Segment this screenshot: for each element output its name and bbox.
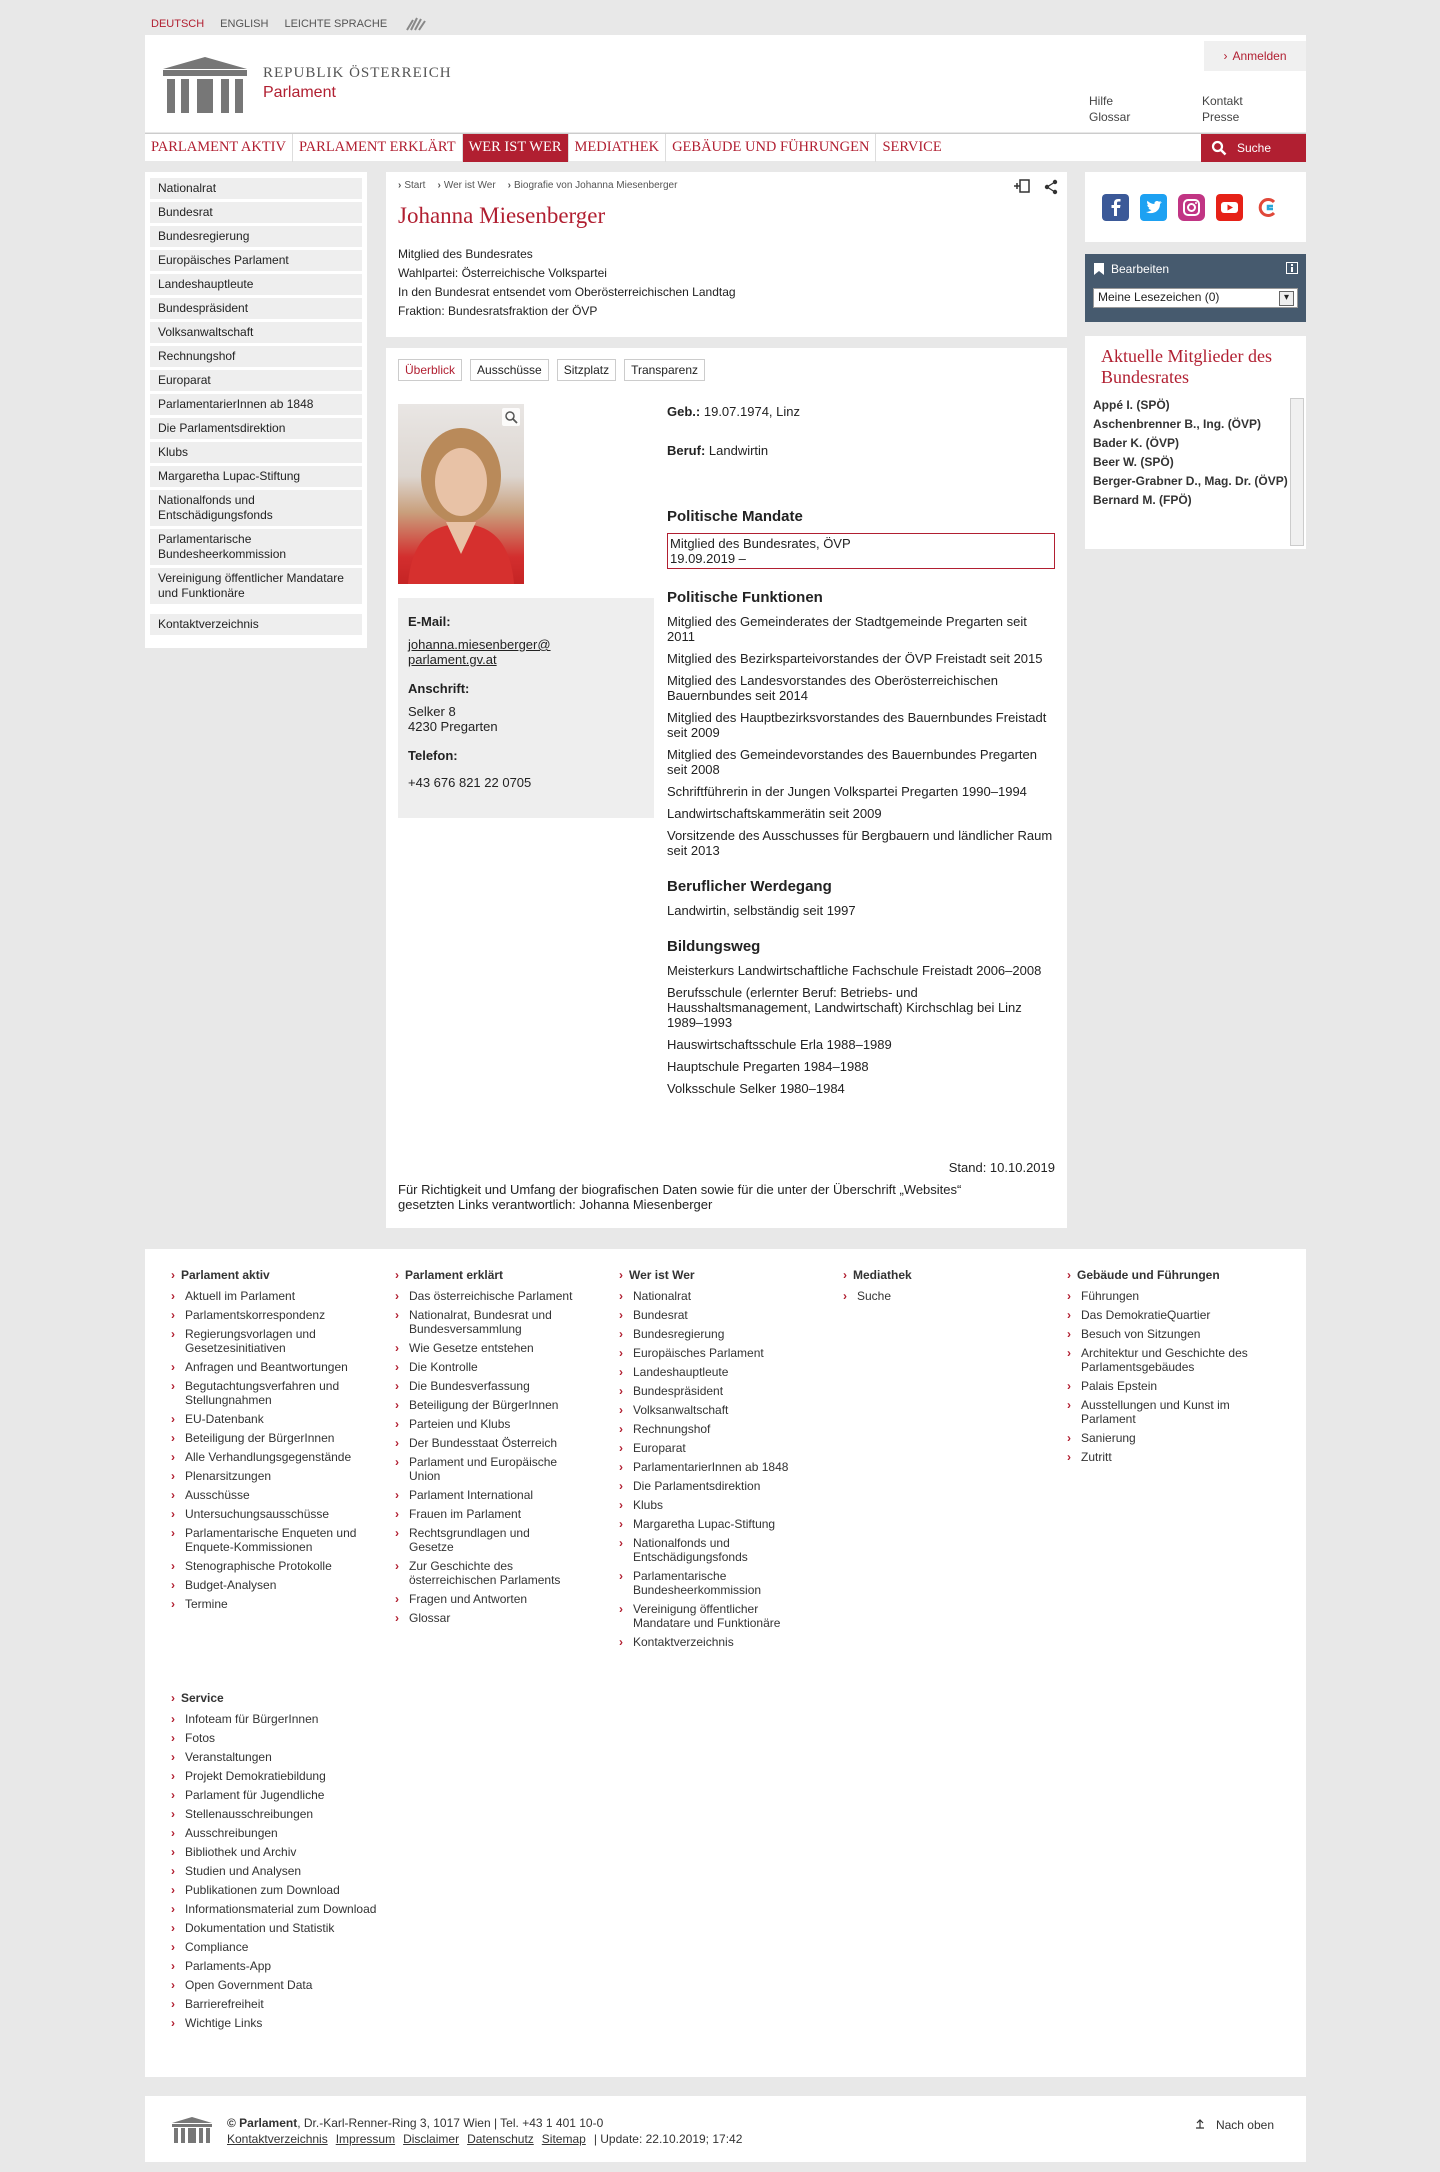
share-icon[interactable] <box>1043 178 1059 196</box>
email-link[interactable] <box>408 637 644 667</box>
sitemap-link[interactable]: › Beteiligung der BürgerInnen <box>171 1431 371 1445</box>
sitemap-link[interactable]: › Stellenausschreibungen <box>171 1807 411 1821</box>
sitemap-link[interactable]: › Open Government Data <box>171 1978 411 1992</box>
edit-panel-title: Bearbeiten <box>1111 262 1170 276</box>
education-heading: Bildungsweg <box>667 938 761 955</box>
sitemap-heading[interactable]: › Mediathek <box>843 1268 1003 1283</box>
sitemap-link[interactable]: › Architektur und Geschichte des Parlamentsgebäudes <box>1067 1346 1267 1374</box>
search-icon <box>1211 140 1227 156</box>
sitemap-link[interactable]: › Die Bundesverfassung <box>395 1379 575 1393</box>
sitemap-link[interactable]: › Studien und Analysen <box>171 1864 411 1878</box>
bio-line: Wahlpartei: Österreichische Volkspartei <box>398 266 607 280</box>
last-updated: Stand: 10.10.2019 <box>948 1160 1055 1175</box>
portrait-image <box>398 404 524 584</box>
sitemap-link[interactable]: › Untersuchungsausschüsse <box>171 1507 371 1521</box>
member-item[interactable]: Berger-Grabner D., Mag. Dr. (ÖVP) <box>1093 474 1288 488</box>
birth-value: 19.07.1974, Linz <box>703 404 800 419</box>
contact-link[interactable]: Kontakt <box>1202 94 1243 108</box>
edit-panel <box>1085 254 1306 322</box>
tab-ausschuesse[interactable]: Ausschüsse <box>470 359 549 381</box>
email-part1: johanna.miesenberger@ <box>408 637 551 652</box>
sidebar-item[interactable]: Europarat <box>150 370 362 391</box>
sitemap-link[interactable]: › Bundesregierung <box>619 1327 799 1341</box>
sitemap-link[interactable]: › EU-Datenbank <box>171 1412 371 1426</box>
birth-label: Geb.: <box>667 404 701 419</box>
sitemap-link[interactable]: › Die Kontrolle <box>395 1360 575 1374</box>
nav-parlament-aktiv[interactable]: PARLAMENT AKTIV <box>145 134 293 162</box>
footer-update: | Update: 22.10.2019; 17:42 <box>593 2132 743 2146</box>
education-item: Hauswirtschaftsschule Erla 1988–1989 <box>667 1037 892 1052</box>
back-to-top-label: Nach oben <box>1215 2118 1274 2132</box>
mandate-title: Mitglied des Bundesrates, ÖVP <box>670 536 851 551</box>
address-value <box>408 704 644 734</box>
education-item: Hauptschule Pregarten 1984–1988 <box>667 1059 869 1074</box>
search-label: Suche <box>1237 141 1272 155</box>
bio-details <box>667 404 1055 1103</box>
bookmarks-select[interactable]: Meine Lesezeichen (0) ▾ <box>1093 288 1298 308</box>
sitemap-link[interactable]: › Parlamentarische Bundesheerkommission <box>619 1569 799 1597</box>
social-links <box>1085 172 1306 242</box>
function-item: Mitglied des Bezirksparteivorstandes der ÖVP Freistadt seit 2015 <box>667 651 1043 666</box>
sitemap-link[interactable]: › Nationalrat <box>619 1289 799 1303</box>
bio-header <box>386 172 1067 337</box>
nav-gebaeude[interactable]: GEBÄUDE UND FÜHRUNGEN <box>666 134 876 162</box>
sitemap-link[interactable]: › Beteiligung der BürgerInnen <box>395 1398 575 1412</box>
sitemap-link[interactable]: › Fragen und Antworten <box>395 1592 575 1606</box>
tab-bar <box>398 359 705 381</box>
sitemap-link[interactable]: › Informationsmaterial zum Download <box>171 1902 411 1916</box>
sitemap-link[interactable]: › Budget-Analysen <box>171 1578 371 1592</box>
sitemap-link[interactable]: › Parlament und Europäische Union <box>395 1455 575 1483</box>
sitemap-col-service <box>171 1691 411 2035</box>
sidebar-item[interactable]: Bundesregierung <box>150 226 362 247</box>
sitemap-link[interactable]: › Landeshauptleute <box>619 1365 799 1379</box>
sitemap-link[interactable]: › ParlamentarierInnen ab 1848 <box>619 1460 799 1474</box>
tab-sitzplatz[interactable]: Sitzplatz <box>557 359 616 381</box>
members-scrollbar[interactable] <box>1290 398 1304 546</box>
sitemap-link[interactable]: › Parlaments-App <box>171 1959 411 1973</box>
sitemap-heading[interactable]: › Gebäude und Führungen <box>1067 1268 1267 1283</box>
sitemap-link[interactable]: › Rechtsgrundlagen und Gesetze <box>395 1526 575 1554</box>
facebook-icon[interactable] <box>1102 194 1129 221</box>
mandates-heading: Politische Mandate <box>667 508 803 525</box>
function-item: Vorsitzende des Ausschusses für Bergbauern und ländlicher Raum seit 2013 <box>667 828 1053 858</box>
parliament-logo-small-icon <box>170 2116 214 2144</box>
member-item[interactable]: Bader K. (ÖVP) <box>1093 436 1180 450</box>
sidebar-item[interactable]: Vereinigung öffentlicher Mandatare und Funktionäre <box>150 568 362 604</box>
footer-sitemap <box>145 1249 1306 2077</box>
sidebar-item[interactable]: Volksanwaltschaft <box>150 322 362 343</box>
sitemap-heading[interactable]: › Parlament erklärt <box>395 1268 575 1283</box>
bio-content <box>386 348 1067 1228</box>
sitemap-link[interactable]: › Ausschüsse <box>171 1488 371 1502</box>
sitemap-link[interactable]: › Vereinigung öffentlicher Mandatare und Funktionäre <box>619 1602 799 1630</box>
parlament-app-icon[interactable] <box>1254 194 1281 221</box>
functions-heading: Politische Funktionen <box>667 589 823 606</box>
sitemap-link[interactable]: › Führungen <box>1067 1289 1267 1303</box>
sitemap-link[interactable]: › Compliance <box>171 1940 411 1954</box>
sitemap-link[interactable]: › Projekt Demokratiebildung <box>171 1769 411 1783</box>
sitemap-link[interactable]: › Zur Geschichte des österreichischen Parlaments <box>395 1559 575 1587</box>
sitemap-link[interactable]: › Das DemokratieQuartier <box>1067 1308 1267 1322</box>
sitemap-link[interactable]: › Anfragen und Beantwortungen <box>171 1360 371 1374</box>
footer-address-text: , Dr.-Karl-Renner-Ring 3, 1017 Wien | Tel. +43 1 401 10-0 <box>297 2116 604 2130</box>
lang-de[interactable]: DEUTSCH <box>151 18 205 30</box>
members-panel <box>1085 336 1306 549</box>
sitemap-heading[interactable]: › Service <box>171 1691 411 1706</box>
sidebar-item[interactable]: Bundesrat <box>150 202 362 223</box>
arrow-up-icon <box>1195 2119 1205 2129</box>
footer-copyright: © Parlament <box>227 2116 298 2130</box>
sidebar-item[interactable]: Margaretha Lupac-Stiftung <box>150 466 362 487</box>
lang-easy[interactable]: LEICHTE SPRACHE <box>284 18 388 30</box>
sitemap-link[interactable]: › Ausstellungen und Kunst im Parlament <box>1067 1398 1267 1426</box>
sitemap-link[interactable]: › Rechnungshof <box>619 1422 799 1436</box>
sitemap-link[interactable]: › Glossar <box>395 1611 575 1625</box>
nav-service[interactable]: SERVICE <box>882 139 942 155</box>
sidebar-item[interactable]: Bundespräsident <box>150 298 362 319</box>
sitemap-heading[interactable]: › Wer ist Wer <box>619 1268 799 1283</box>
address-label: Anschrift: <box>408 681 470 696</box>
twitter-icon[interactable] <box>1140 194 1167 221</box>
education-item: Volksschule Selker 1980–1984 <box>667 1081 845 1096</box>
sitemap-col-gebaeude <box>1067 1268 1267 1469</box>
footer-bar <box>145 2096 1306 2162</box>
footer-link-datenschutz[interactable]: Datenschutz <box>467 2132 534 2146</box>
sitemap-link[interactable]: › Publikationen zum Download <box>171 1883 411 1897</box>
sitemap-link[interactable]: › Dokumentation und Statistik <box>171 1921 411 1935</box>
sitemap-link[interactable]: › Der Bundesstaat Österreich <box>395 1436 575 1450</box>
sitemap-col-aktiv <box>171 1268 371 1616</box>
sidebar-item[interactable]: Nationalrat <box>150 178 362 199</box>
mandate-date: 19.09.2019 – <box>670 551 746 566</box>
header-links-right <box>1202 93 1243 125</box>
members-title: Aktuelle Mitglieder des Bundesrates <box>1101 346 1272 387</box>
sitemap-link[interactable]: › Bundespräsident <box>619 1384 799 1398</box>
sitemap-link[interactable]: › Wie Gesetze entstehen <box>395 1341 575 1355</box>
bookmark-icon <box>1093 262 1105 276</box>
site-header <box>145 35 1306 132</box>
disclaimer-text: Für Richtigkeit und Umfang der biografischen Daten sowie für die unter der Überschrift „Websites“ gesetzten Links verantwortlich: Johanna Miesenberger <box>398 1182 962 1212</box>
magnifier-icon <box>502 408 520 426</box>
sidebar-item[interactable]: Kontaktverzeichnis <box>150 614 362 635</box>
sitemap-link[interactable]: › Klubs <box>619 1498 799 1512</box>
job-label: Beruf: <box>667 443 706 458</box>
help-link[interactable]: Hilfe <box>1089 94 1114 108</box>
career-item: Landwirtin, selbständig seit 1997 <box>667 903 856 918</box>
footer-address <box>227 2116 603 2130</box>
breadcrumb-start[interactable]: › Start <box>398 180 425 191</box>
nav-parlament-erklaert[interactable]: PARLAMENT ERKLÄRT <box>293 134 463 162</box>
function-item: Schriftführerin in der Jungen Volkspartei Pregarten 1990–1994 <box>667 784 1027 799</box>
member-item[interactable]: Beer W. (SPÖ) <box>1093 455 1174 469</box>
sitemap-link[interactable]: › Volksanwaltschaft <box>619 1403 799 1417</box>
sitemap-link[interactable]: › Das österreichische Parlament <box>395 1289 575 1303</box>
sitemap-col-wer <box>619 1268 799 1654</box>
sitemap-link[interactable]: › Parlamentskorrespondenz <box>171 1308 371 1322</box>
login-button[interactable]: › Anmelden <box>1204 41 1306 71</box>
footer-link-impressum[interactable]: Impressum <box>335 2132 396 2146</box>
sitemap-link[interactable]: › Fotos <box>171 1731 411 1745</box>
function-item: Landwirtschaftskammerätin seit 2009 <box>667 806 882 821</box>
header-links-left <box>1089 93 1130 125</box>
email-part2: parlament.gv.at <box>408 652 497 667</box>
sitemap-link[interactable]: › Termine <box>171 1597 371 1611</box>
sitemap-link[interactable]: › Begutachtungsverfahren und Stellungnahmen <box>171 1379 371 1407</box>
mandate-entry <box>667 533 1055 569</box>
parliament-logo-icon <box>159 55 251 117</box>
login-label: Anmelden <box>1232 49 1287 63</box>
portrait-photo[interactable] <box>398 404 524 584</box>
info-icon[interactable] <box>1286 262 1298 274</box>
sitemap-link[interactable]: › Parlamentarische Enqueten und Enquete-Kommissionen <box>171 1526 371 1554</box>
breadcrumb-current: › Biografie von Johanna Miesenberger <box>508 180 678 191</box>
sitemap-link[interactable]: › Aktuell im Parlament <box>171 1289 371 1303</box>
bio-line: In den Bundesrat entsendet vom Oberösterreichischen Landtag <box>398 285 736 299</box>
bio-line: Fraktion: Bundesratsfraktion der ÖVP <box>398 304 598 318</box>
sitemap-link[interactable]: › Sanierung <box>1067 1431 1267 1445</box>
sitemap-link[interactable]: › Infoteam für BürgerInnen <box>171 1712 411 1726</box>
press-link[interactable]: Presse <box>1202 110 1240 124</box>
sitemap-link[interactable]: › Stenographische Protokolle <box>171 1559 371 1573</box>
sidebar-nav <box>145 172 367 648</box>
youtube-icon[interactable] <box>1216 194 1243 221</box>
job-value: Landwirtin <box>708 443 769 458</box>
sitemap-link[interactable]: › Ausschreibungen <box>171 1826 411 1840</box>
education-item: Berufsschule (erlernter Beruf: Betriebs- und Hausshaltsmanagement, Landwirtschaft) Kirchschlag bei Linz 1989–1993 <box>667 985 1022 1030</box>
sitemap-link[interactable]: › Alle Verhandlungsgegenstände <box>171 1450 371 1464</box>
sign-language-icon[interactable] <box>403 14 429 34</box>
page-title: Johanna Miesenberger <box>398 203 606 228</box>
footer-link-disclaimer[interactable]: Disclaimer <box>403 2132 460 2146</box>
member-item[interactable]: Appé I. (SPÖ) <box>1093 398 1170 412</box>
members-list <box>1093 398 1293 512</box>
sitemap-link[interactable]: › Palais Epstein <box>1067 1379 1267 1393</box>
sitemap-link[interactable]: › Margaretha Lupac-Stiftung <box>619 1517 799 1531</box>
sidebar-item[interactable]: ParlamentarierInnen ab 1848 <box>150 394 362 415</box>
email-label: E-Mail: <box>408 614 451 629</box>
tab-ueberblick[interactable]: Überblick <box>398 359 462 381</box>
bio-line: Mitglied des Bundesrates <box>398 247 533 261</box>
site-logo[interactable] <box>159 55 452 117</box>
member-item[interactable]: Aschenbrenner B., Ing. (ÖVP) <box>1093 417 1262 431</box>
sidebar-item[interactable]: Landeshauptleute <box>150 274 362 295</box>
sitemap-link[interactable]: › Nationalrat, Bundesrat und Bundesversammlung <box>395 1308 575 1336</box>
sidebar-item[interactable]: Die Parlamentsdirektion <box>150 418 362 439</box>
phone-value: +43 676 821 22 0705 <box>408 775 532 790</box>
footer-link-kontakt[interactable]: Kontaktverzeichnis <box>227 2132 328 2146</box>
address-city: 4230 Pregarten <box>408 719 498 734</box>
edit-panel-header <box>1093 262 1298 276</box>
sidebar-item[interactable]: Rechnungshof <box>150 346 362 367</box>
sitemap-link[interactable]: › Plenarsitzungen <box>171 1469 371 1483</box>
sitemap-link[interactable]: › Veranstaltungen <box>171 1750 411 1764</box>
lang-en[interactable]: ENGLISH <box>220 18 269 30</box>
bookmark-add-icon[interactable] <box>1013 178 1031 196</box>
sitemap-link[interactable]: › Die Parlamentsdirektion <box>619 1479 799 1493</box>
contact-box <box>398 598 654 818</box>
nav-mediathek[interactable]: MEDIATHEK <box>569 134 667 162</box>
sitemap-col-mediathek <box>843 1268 1003 1308</box>
tab-transparenz[interactable]: Transparenz <box>624 359 705 381</box>
sidebar-item[interactable]: Parlamentarische Bundesheerkommission <box>150 529 362 565</box>
header-actions <box>1013 178 1059 196</box>
sidebar-item[interactable]: Europäisches Parlament <box>150 250 362 271</box>
member-item[interactable]: Bernard M. (FPÖ) <box>1093 493 1192 507</box>
sitemap-link[interactable]: › Parlament International <box>395 1488 575 1502</box>
function-item: Mitglied des Gemeindevorstandes des Bauernbundes Pregarten seit 2008 <box>667 747 1038 777</box>
sitemap-link[interactable]: › Barrierefreiheit <box>171 1997 411 2011</box>
sitemap-col-erklaert <box>395 1268 575 1630</box>
function-item: Mitglied des Landesvorstandes des Oberösterreichischen Bauernbundes seit 2014 <box>667 673 998 703</box>
nav-wer-ist-wer[interactable]: WER IST WER <box>463 134 569 162</box>
sitemap-link[interactable]: › Wichtige Links <box>171 2016 411 2030</box>
sitemap-link[interactable]: › Bundesrat <box>619 1308 799 1322</box>
main-nav <box>145 133 1306 161</box>
phone-label: Telefon: <box>408 748 458 763</box>
language-bar <box>151 14 429 34</box>
glossary-link[interactable]: Glossar <box>1089 110 1131 124</box>
career-heading: Beruflicher Werdegang <box>667 878 832 895</box>
sitemap-link[interactable]: › Zutritt <box>1067 1450 1267 1464</box>
instagram-icon[interactable] <box>1178 194 1205 221</box>
breadcrumb-wer-ist-wer[interactable]: › Wer ist Wer <box>437 180 495 191</box>
footer-links <box>227 2132 742 2146</box>
sitemap-link[interactable]: › Europarat <box>619 1441 799 1455</box>
function-item: Mitglied des Hauptbezirksvorstandes des Bauernbundes Freistadt seit 2009 <box>667 710 1047 740</box>
sitemap-link[interactable]: › Parlament für Jugendliche <box>171 1788 411 1802</box>
back-to-top-link[interactable] <box>1195 2118 1274 2132</box>
logo-title: REPUBLIK ÖSTERREICH <box>263 65 452 81</box>
zoom-button[interactable] <box>502 408 520 426</box>
footer-link-sitemap[interactable]: Sitemap <box>541 2132 586 2146</box>
sitemap-link[interactable]: › Frauen im Parlament <box>395 1507 575 1521</box>
breadcrumb <box>398 180 1055 191</box>
sitemap-link[interactable]: › Europäisches Parlament <box>619 1346 799 1360</box>
sitemap-link[interactable]: › Bibliothek und Archiv <box>171 1845 411 1859</box>
sitemap-link[interactable]: › Regierungsvorlagen und Gesetzesinitiativen <box>171 1327 371 1355</box>
sitemap-link[interactable]: › Kontaktverzeichnis <box>619 1635 799 1649</box>
search-button[interactable] <box>1201 134 1306 162</box>
address-street: Selker 8 <box>408 704 456 719</box>
sitemap-link[interactable]: › Parteien und Klubs <box>395 1417 575 1431</box>
function-item: Mitglied des Gemeinderates der Stadtgemeinde Pregarten seit 2011 <box>667 614 1027 644</box>
sitemap-link[interactable]: › Nationalfonds und Entschädigungsfonds <box>619 1536 799 1564</box>
sitemap-heading[interactable]: › Parlament aktiv <box>171 1268 371 1283</box>
sitemap-link[interactable]: › Besuch von Sitzungen <box>1067 1327 1267 1341</box>
bio-summary <box>398 245 1055 321</box>
education-item: Meisterkurs Landwirtschaftliche Fachschule Freistadt 2006–2008 <box>667 963 1042 978</box>
sidebar-item[interactable]: Nationalfonds und Entschädigungsfonds <box>150 490 362 526</box>
sidebar-item[interactable]: Klubs <box>150 442 362 463</box>
sitemap-link[interactable]: › Suche <box>843 1289 1003 1303</box>
logo-subtitle: Parlament <box>263 84 336 101</box>
